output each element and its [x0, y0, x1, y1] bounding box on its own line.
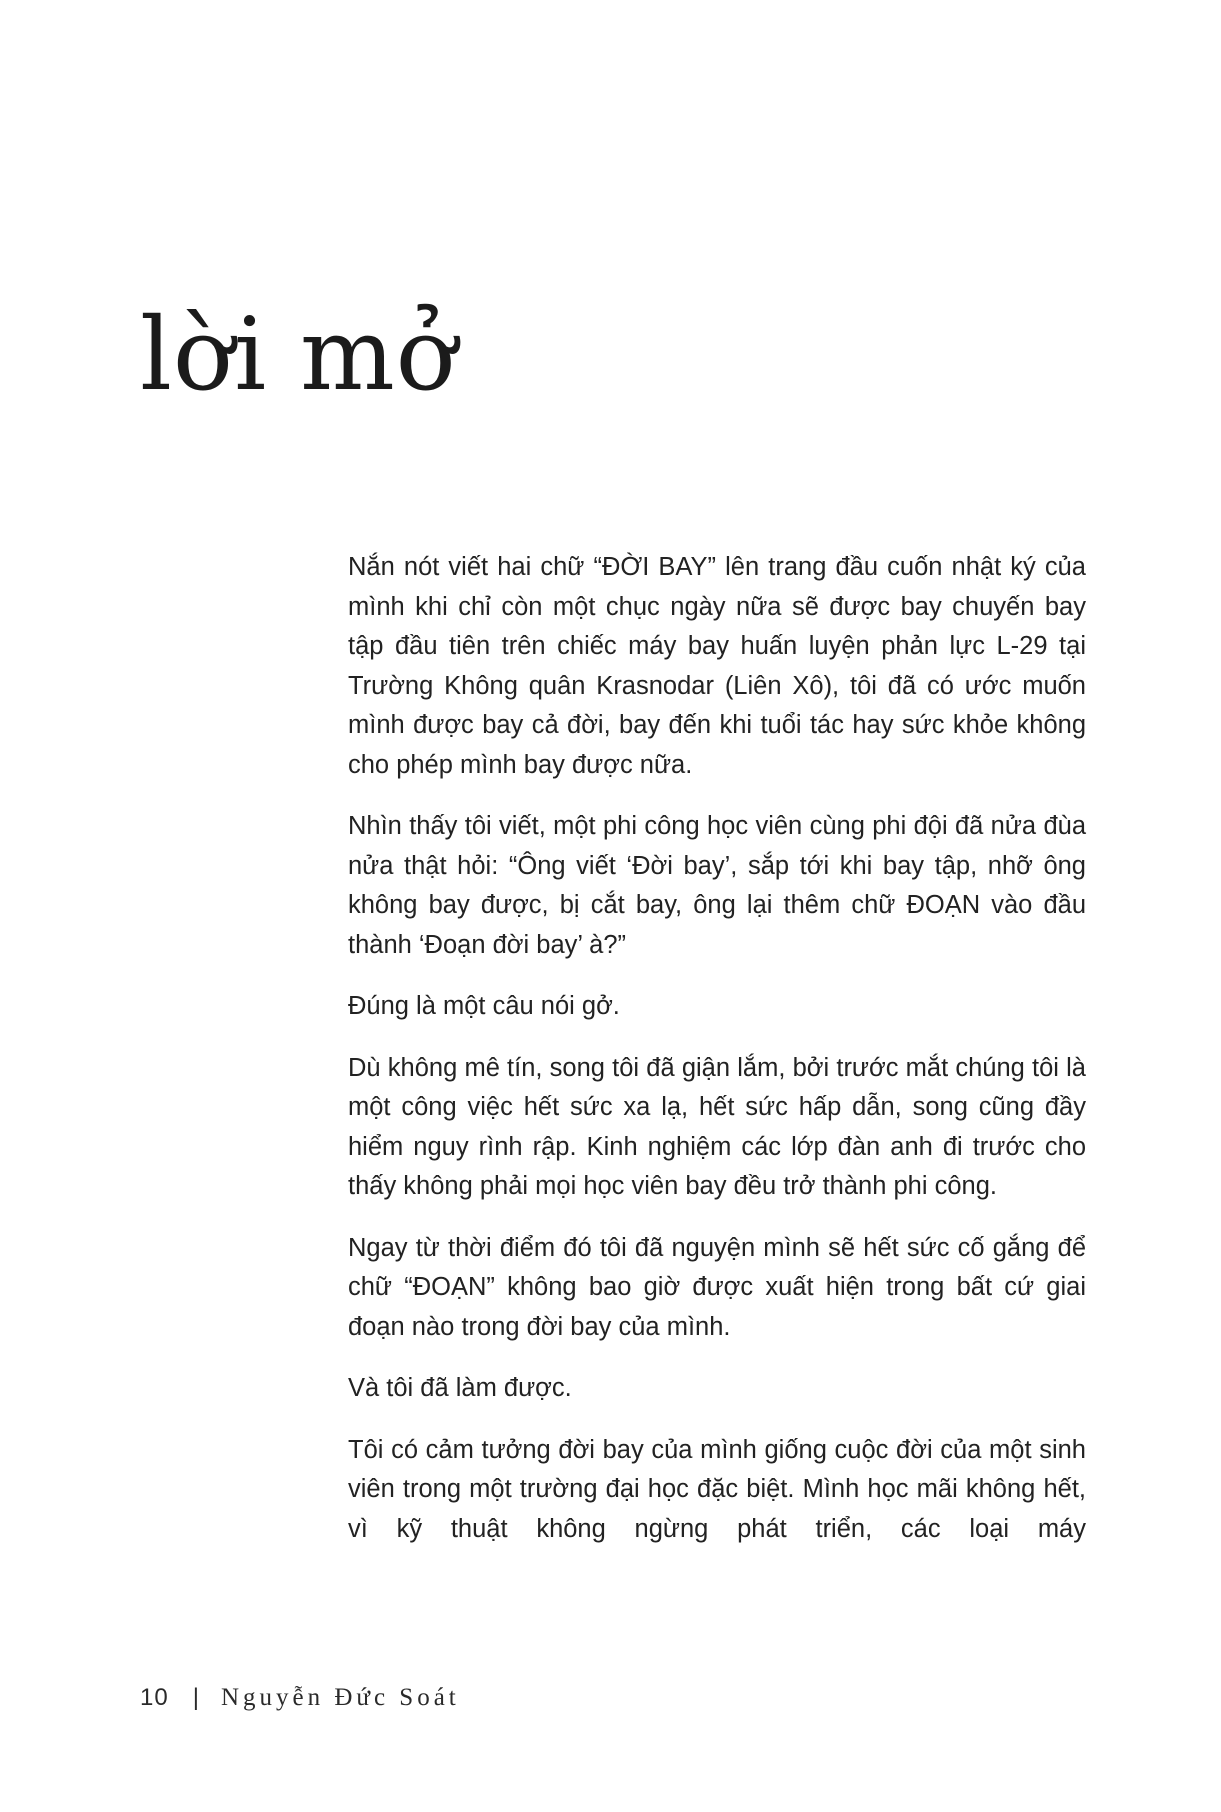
page-number: 10: [140, 1684, 169, 1711]
page-footer: [140, 1684, 460, 1712]
paragraph: Nhìn thấy tôi viết, một phi công học viên cùng phi đội đã nửa đùa nửa thật hỏi: “Ông viết ‘Đời bay’, sắp tới khi bay tập, nhỡ ông không bay được, bị cắt bay, ông lại thêm chữ ĐOẠN vào đầu thành ‘Đoạn đời bay’ à?”: [348, 812, 1086, 959]
paragraph: Và tôi đã làm được.: [348, 1374, 572, 1402]
footer-separator: |: [192, 1684, 199, 1711]
paragraph: Tôi có cảm tưởng đời bay của mình giống cuộc đời của một sinh viên trong một trường đại học đặc biệt. Mình học mãi không hết, vì kỹ thuật không ngừng phát triển, các loại máy: [348, 1435, 1086, 1543]
paragraph: Ngay từ thời điểm đó tôi đã nguyện mình sẽ hết sức cố gắng để chữ “ĐOẠN” không bao giờ được xuất hiện trong bất cứ giai đoạn nào trong đời bay của mình.: [348, 1233, 1086, 1341]
paragraph: Đúng là một câu nói gở.: [348, 992, 620, 1020]
author-name: Nguyễn Đức Soát: [220, 1684, 460, 1711]
paragraph: Dù không mê tín, song tôi đã giận lắm, bởi trước mắt chúng tôi là một công việc hết sức xa lạ, hết sức hấp dẫn, song cũng đầy hiểm nguy rình rập. Kinh nghiệm các lớp đàn anh đi trước cho thấy không phải mọi học viên bay đều trở thành phi công.: [348, 1053, 1086, 1200]
body-text: [348, 548, 1086, 1549]
chapter-title: lời mở: [140, 296, 457, 413]
paragraph: Nắn nót viết hai chữ “ĐỜI BAY” lên trang đầu cuốn nhật ký của mình khi chỉ còn một chục ngày nữa sẽ được bay chuyến bay tập đầu tiên trên chiếc máy bay huấn luyện phản lực L-29 tại Trường Không quân Krasnodar (Liên Xô), tôi đã có ước muốn mình được bay cả đời, bay đến khi tuổi tác hay sức khỏe không cho phép mình bay được nữa.: [348, 553, 1086, 779]
